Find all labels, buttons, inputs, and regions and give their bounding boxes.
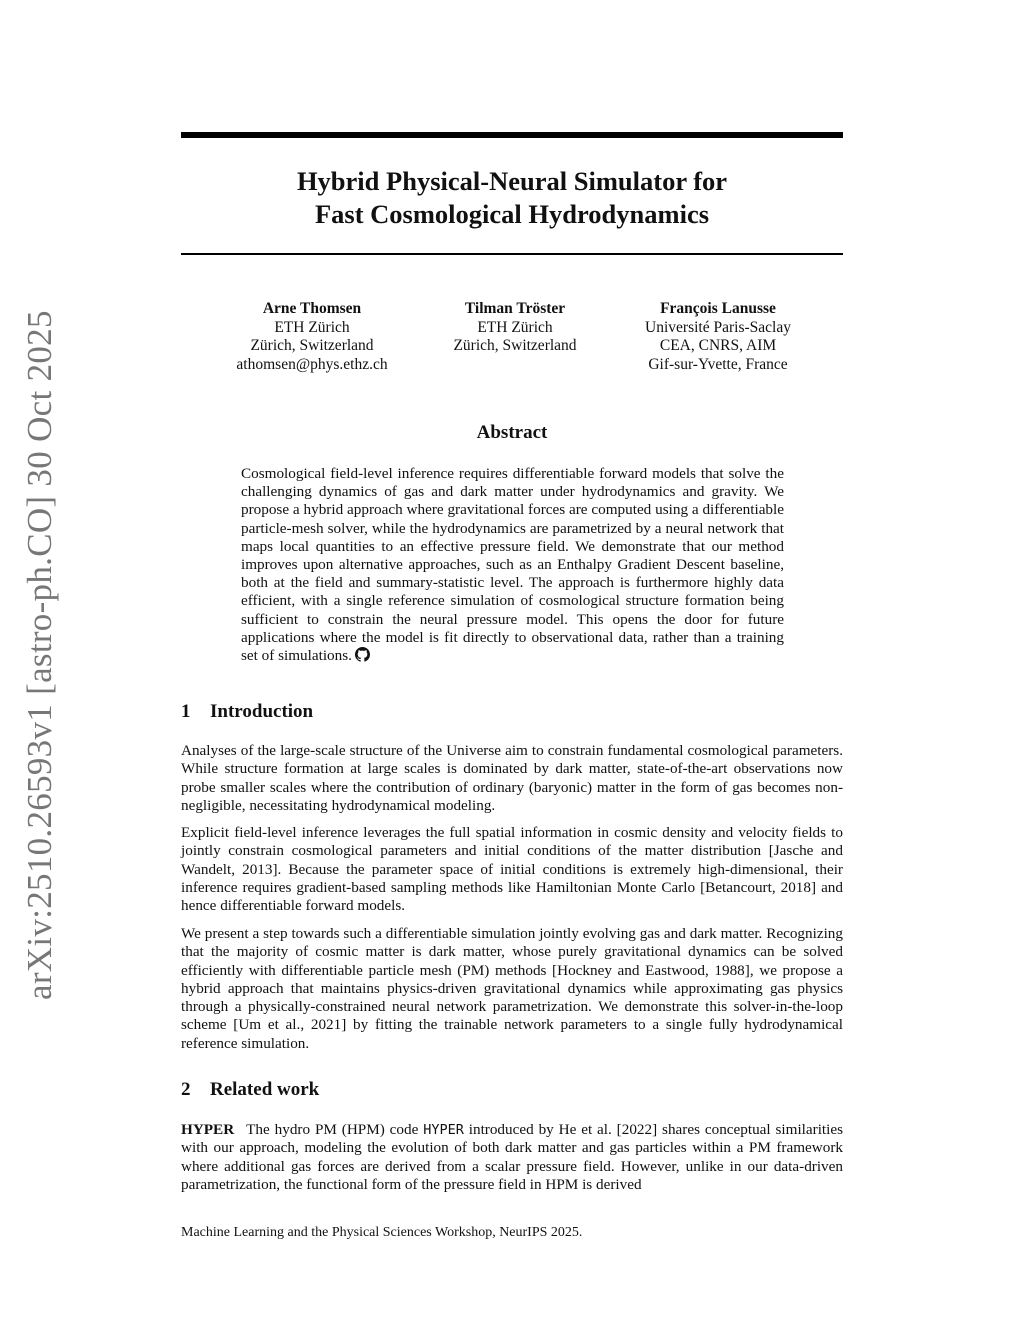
intro-paragraph-1: Analyses of the large-scale structure of the Universe aim to constrain fundamental cosmological parameters. While structure formation at large scales is dominated by dark matter, state-of-the-art observations now probe smaller scales where the contribution of ordinary (baryonic) matter in the form of gas becomes non-negligible, necessitating hydrodynamical modeling. [181, 742, 843, 814]
author-name: Tilman Tröster [464, 300, 566, 317]
author-name: Arne Thomsen [262, 300, 362, 317]
author-email[interactable]: athomsen@phys.ethz.ch [236, 355, 388, 373]
paragraph-text-start: The hydro PM (HPM) code [246, 1121, 419, 1138]
abstract-body [241, 465, 784, 665]
author-location: Zürich, Switzerland [453, 337, 577, 354]
abstract-text: Cosmological field-level inference requires differentiable forward models that solve the challenging dynamics of gas and dark matter under hydrodynamics and gravity. We propose a hybrid approach where gravitational forces are computed using a differentiable particle-mesh solver, while the hydrodynamics are parametrized by a neural network that maps local quantities to an effective pressure field. We demonstrate that our method improves upon alternative approaches, such as an Enthalpy Gradient Descent baseline, both at the field and summary-statistic level. The approach is furthermore highly data efficient, with a single reference simulation of cosmological structure formation being sufficient to constrain the neural pressure model. This opens the door for future applications where the model is fit directly to observational data, rather than a training set of simulations. [241, 465, 784, 665]
abstract-heading: Abstract [476, 422, 548, 443]
title-line-2: Fast Cosmological Hydrodynamics [314, 199, 710, 229]
author-1 [207, 300, 417, 374]
code-name: HYPER [423, 1122, 464, 1138]
title-line-1: Hybrid Physical-Neural Simulator for [296, 166, 728, 196]
section-heading-introduction [181, 701, 843, 723]
section-title: Introduction [210, 701, 314, 722]
section-number: 1 [181, 701, 191, 722]
author-location: Zürich, Switzerland [250, 337, 374, 354]
paragraph-run-in-heading: HYPER [181, 1121, 235, 1138]
section-heading-related-work [181, 1079, 843, 1101]
title-bottom-rule [181, 253, 843, 255]
intro-paragraph-3: We present a step towards such a differentiable simulation jointly evolving gas and dark matter. Recognizing that the majority of cosmic matter is dark matter, whose purely gravitational dynamics can be solved efficiently with differentiable particle mesh (PM) methods [Hockney and Eastwood, 1988], we propose a hybrid approach that maintains physics-driven gravitational dynamics while approximating gas physics through a physically-constrained neural network parametrization. We demonstrate this solver-in-the-loop scheme [Um et al., 2021] by fitting the trainable network parameters to a single fully hydrodynamical reference simulation. [181, 925, 843, 1052]
paper-title [181, 165, 843, 231]
intro-paragraph-2: Explicit field-level inference leverages the full spatial information in cosmic density and velocity fields to jointly constrain cosmological parameters and initial conditions of the matter distribution [Jasche and Wandelt, 2013]. Because the parameter space of initial conditions is extremely high-dimensional, their inference requires gradient-based sampling methods like Hamiltonian Monte Carlo [Betancourt, 2018] and hence differentiable forward models. [181, 824, 843, 915]
related-work-paragraph [181, 1121, 843, 1194]
paragraph-text-end: introduced by He et al. [2022] shares conceptual similarities with our approach, modeling the evolution of both dark matter and gas particles within a PM framework where additional gas forces are derived from a scalar pressure field. However, unlike in our data-driven parametrization, the functional form of the pressure field in HPM is derived [181, 1121, 844, 1193]
author-affiliation: Université Paris-Saclay [645, 318, 791, 336]
arxiv-identifier: arXiv:2510.26593v1 [astro-ph.CO] 30 Oct 2025 [20, 310, 59, 1000]
section-number: 2 [181, 1079, 191, 1100]
title-top-rule [181, 132, 843, 138]
author-institute: CEA, CNRS, AIM [659, 337, 777, 354]
author-2 [425, 300, 605, 356]
page-footer: Machine Learning and the Physical Sciences Workshop, NeurIPS 2025. [181, 1225, 583, 1240]
section-title: Related work [210, 1079, 320, 1100]
author-location: Gif-sur-Yvette, France [648, 355, 788, 373]
author-name: François Lanusse [660, 300, 776, 317]
github-icon[interactable] [355, 647, 370, 662]
author-affiliation: ETH Zürich [477, 318, 553, 336]
author-affiliation: ETH Zürich [274, 318, 350, 336]
author-3 [613, 300, 823, 374]
